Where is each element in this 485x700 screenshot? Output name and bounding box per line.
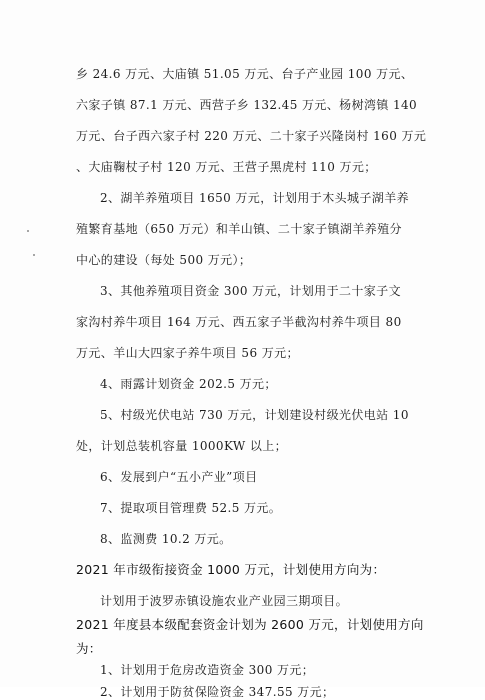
margin-mark xyxy=(27,230,29,232)
text-line: 处，计划总装机容量 1000KW 以上； xyxy=(76,439,288,453)
text-line: 计划用于波罗赤镇设施农业产业园三期项目。 xyxy=(100,594,349,608)
text-line: 六家子镇 87.1 万元、西营子乡 132.45 万元、杨树湾镇 140 xyxy=(76,98,418,112)
text-line: 4、雨露计划资金 202.5 万元； xyxy=(100,377,277,391)
section-heading: 2021 年市级衔接资金 1000 万元，计划使用方向为： xyxy=(76,562,386,577)
text-line: 殖繁育基地（650 万元）和羊山镇、二十家子镇湖羊养殖分 xyxy=(76,222,402,236)
text-line: 8、监测费 10.2 万元。 xyxy=(100,532,232,546)
text-line: 中心的建设（每处 500 万元）； xyxy=(76,253,252,267)
text-line: 万元、台子西六家子村 220 万元、二十家子兴隆岗村 160 万元 xyxy=(76,129,427,143)
text-line: 1、计划用于危房改造资金 300 万元； xyxy=(100,663,315,677)
section-heading: 为： xyxy=(76,641,102,656)
text-line: 2、湖羊养殖项目 1650 万元，计划用于木头城子湖羊养 xyxy=(100,191,410,205)
text-line: 3、其他养殖项目资金 300 万元，计划用于二十家子文 xyxy=(100,284,401,298)
text-line: 、大庙鞠杖子村 120 万元、王营子黑虎村 110 万元； xyxy=(76,160,377,174)
section-heading: 2021 年度县本级配套资金计划为 2600 万元，计划使用方向 xyxy=(76,617,424,632)
text-line: 6、发展到户“五小产业”项目 xyxy=(100,470,258,484)
text-line: 5、村级光伏电站 730 万元，计划建设村级光伏电站 10 xyxy=(100,408,409,422)
margin-mark xyxy=(33,254,35,256)
text-line: 万元、羊山大四家子养牛项目 56 万元； xyxy=(76,346,299,360)
text-line: 2、计划用于防贫保险资金 347.55 万元； xyxy=(100,685,335,699)
text-line: 7、提取项目管理费 52.5 万元。 xyxy=(100,501,282,515)
text-line: 家沟村养牛项目 164 万元、西五家子半截沟村养牛项目 80 xyxy=(76,315,402,329)
text-line: 乡 24.6 万元、大庙镇 51.05 万元、台子产业园 100 万元、 xyxy=(76,67,414,81)
